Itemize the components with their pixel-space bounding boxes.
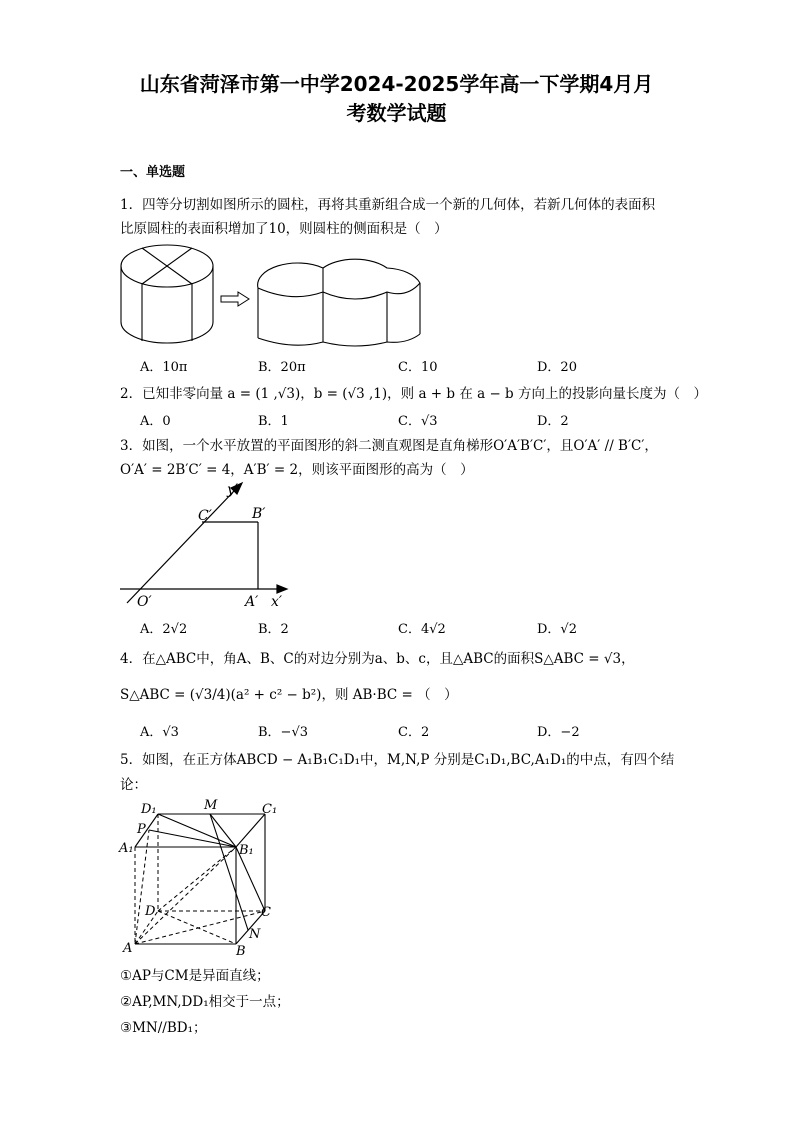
label-c: C xyxy=(261,905,271,920)
q1-option-a[interactable]: A．10π xyxy=(140,360,188,375)
cylinder-figure xyxy=(121,245,213,343)
label-n: N xyxy=(249,927,261,942)
q4-text-line2: S△ABC = (√3/4)(a² + c² − b²)，则 AB·BC = （ ） xyxy=(120,687,458,703)
q1-text-line2: 比原圆柱的表面积增加了10，则圆柱的侧面积是（ ） xyxy=(120,221,448,237)
q2-option-d[interactable]: D．2 xyxy=(537,414,569,429)
x-axis-arrowhead xyxy=(277,585,287,593)
label-m: M xyxy=(204,798,218,813)
q5-text-line1: 5．如图，在正方体ABCD − A₁B₁C₁D₁中，M,N,P 分别是C₁D₁,BC,A₁D₁的中点，有四个结 xyxy=(120,752,675,768)
arrow-icon xyxy=(221,292,249,306)
q5-conclusion-3: ③MN//BD₁； xyxy=(120,1020,207,1036)
label-d1: D₁ xyxy=(141,802,157,817)
page-title-line2: 考数学试题 xyxy=(346,101,447,125)
q4-option-d[interactable]: D．−2 xyxy=(537,725,580,740)
label-b1: B₁ xyxy=(239,843,254,858)
y-axis xyxy=(127,490,235,603)
q2-text: 2．已知非零向量 a = (1 ,√3)，b = (√3 ,1)，则 a + b 在 a − b 方向上的投影向量长度为（ ） xyxy=(120,386,707,402)
q1-option-c[interactable]: C．10 xyxy=(398,360,438,375)
recombined-solid-figure xyxy=(258,259,420,346)
q1-figure xyxy=(115,238,425,350)
q3-option-d[interactable]: D．√2 xyxy=(537,622,577,637)
label-a-prime: A′ xyxy=(245,594,259,610)
q4-option-a[interactable]: A．√3 xyxy=(140,725,179,740)
q3-text-line2: O′A′ = 2B′C′ = 4，A′B′ = 2，则该平面图形的高为（ ） xyxy=(120,462,474,478)
label-x-prime: x′ xyxy=(271,594,283,610)
q5-conclusion-1: ①AP与CM是异面直线； xyxy=(120,968,270,984)
label-c-prime: C′ xyxy=(198,508,212,524)
label-y-prime: y′ xyxy=(227,482,239,498)
trapezoid-shape xyxy=(202,522,258,589)
q3-option-b[interactable]: B．2 xyxy=(258,622,289,637)
q3-figure xyxy=(115,478,300,613)
label-p: P xyxy=(137,822,146,837)
label-a1: A₁ xyxy=(119,841,134,856)
page-title-line1: 山东省菏泽市第一中学2024-2025学年高一下学期4月月 xyxy=(139,72,654,96)
label-c1: C₁ xyxy=(262,802,278,817)
q1-text-line1: 1．四等分切割如图所示的圆柱，再将其重新组合成一个新的几何体，若新几何体的表面积 xyxy=(120,197,656,213)
q2-option-a[interactable]: A．0 xyxy=(140,414,171,429)
q5-conclusion-2: ②AP,MN,DD₁相交于一点； xyxy=(120,994,290,1010)
q2-option-b[interactable]: B．1 xyxy=(258,414,289,429)
q3-option-a[interactable]: A．2√2 xyxy=(140,622,188,637)
q1-option-d[interactable]: D．20 xyxy=(537,360,577,375)
q5-text-line2: 论： xyxy=(120,777,147,793)
q4-option-b[interactable]: B．−√3 xyxy=(258,725,309,740)
q2-option-c[interactable]: C．√3 xyxy=(398,414,438,429)
label-a: A xyxy=(123,941,133,956)
label-o-prime: O′ xyxy=(137,594,152,610)
label-d: D xyxy=(145,904,156,919)
q1-option-b[interactable]: B．20π xyxy=(258,360,306,375)
q3-text-line1: 3．如图，一个水平放置的平面图形的斜二测直观图是直角梯形O′A′B′C′，且O′A′ // B′C′， xyxy=(120,438,658,454)
q4-option-c[interactable]: C．2 xyxy=(398,725,430,740)
q3-option-c[interactable]: C．4√2 xyxy=(398,622,446,637)
q4-text-line1: 4．在△ABC中，角A、B、C的对边分别为a、b、c，且△ABC的面积S△ABC = √3， xyxy=(120,651,635,667)
label-b: B xyxy=(236,944,246,958)
section-heading: 一、单选题 xyxy=(120,165,186,180)
q5-cube-figure xyxy=(115,796,290,958)
label-b-prime: B′ xyxy=(252,506,266,522)
